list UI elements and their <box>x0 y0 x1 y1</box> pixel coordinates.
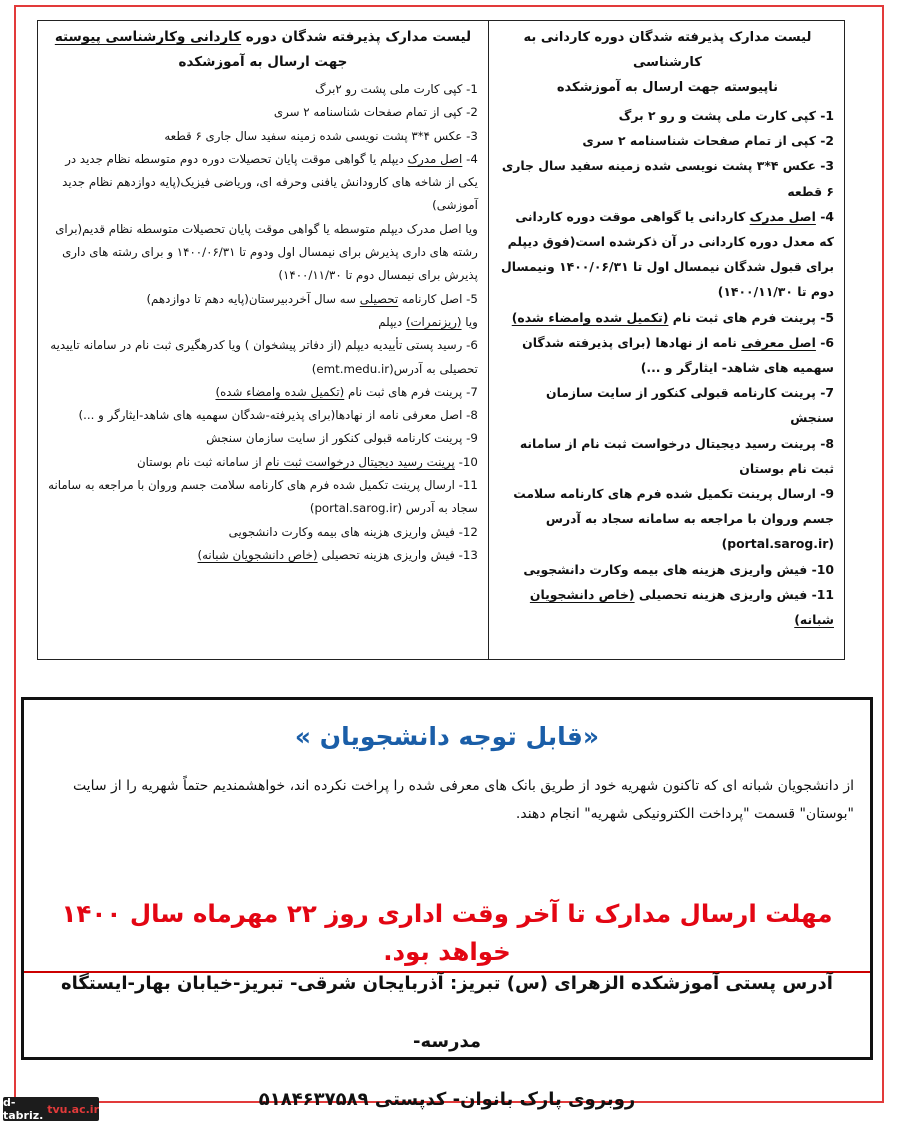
right-column-title: لیست مدارک پذیرفته شدگان دوره کاردانی به کارشناسی ناپیوسته جهت ارسال به آموزشکده <box>523 30 812 95</box>
document-item: 2- کپی از تمام صفحات شناسنامه ۲ سری <box>273 105 478 120</box>
document-item: 11- فیش واریزی هزینه تحصیلی (خاص دانشجویان شبانه) <box>529 586 834 628</box>
document-item: ویا اصل مدرک دیپلم متوسطه یا گواهی موقت پایان تحصیلات متوسطه نظام قدیم(برای رشته های داری پذیرش برای نیمسال اول ودوم تا ۱۴۰۰/۰۶/۳۱ و برای رشته های داری پذیرش برای نیمسال دوم تا ۱۴۰۰/۱۱/۳۰) <box>55 221 478 283</box>
documents-table <box>37 20 845 660</box>
document-item: 8- اصل معرفی نامه از نهادها(برای پذیرفته-شدگان سهمیه های شاهد-ایثارگر و ...) <box>78 408 478 423</box>
document-item: 3- عکس ۴*۳ پشت نویسی شده زمینه سفید سال جاری ۶ قطعه <box>164 128 478 143</box>
document-item: 10- فیش واریزی هزینه های بیمه وکارت دانشجویی <box>523 561 834 577</box>
document-item: 9- پرینت کارنامه قبولی کنکور از سایت سازمان سنجش <box>206 431 478 446</box>
document-item: 10- پرینت رسید دیجیتال درخواست ثبت نام از سامانه ثبت نام بوستان <box>136 454 478 469</box>
document-item: 3- عکس ۴*۳ پشت نویسی شده زمینه سفید سال جاری ۶ قطعه <box>501 158 834 199</box>
associate-continuous-column <box>38 21 489 659</box>
document-item: 13- فیش واریزی هزینه تحصیلی (خاص دانشجویان شبانه) <box>197 547 478 562</box>
site-watermark: d-tabriz. tvu.ac.ir <box>3 1096 99 1122</box>
associate-to-bachelor-column <box>489 21 844 659</box>
notice-title: «قابل توجه دانشجویان » <box>294 722 600 751</box>
right-items-list <box>501 103 834 632</box>
document-item: 4- اصل مدرک دیپلم یا گواهی موقت پایان تحصیلات دوره دوم متوسطه نظام جدید در یکی از شاخه های کارودانش یافنی وحرفه ای، وریاضی فیزیک(پایه دوازدهم نظام جدید آموزشی) <box>62 151 478 213</box>
document-item: 1- کپی کارت ملی پشت و رو ۲ برگ <box>618 108 834 123</box>
document-item: 6- اصل معرفی نامه از نهادها (برای پذیرفته شدگان سهمیه های شاهد- ایثارگر و ...) <box>522 334 834 376</box>
left-items-list <box>48 78 478 567</box>
deadline-text: مهلت ارسال مدارک تا آخر وقت اداری روز ۲۲ مهرماه سال ۱۴۰۰ خواهد بود. <box>24 895 870 973</box>
postal-address: آدرس پستی آموزشکده الزهرای (س) تبریز: آذربایجان شرقی- تبریز-خیابان بهار-ایستگاه مدرسه- روبروی پارک بانوان- کدپستی ۵۱۸۴۶۳۷۵۸۹ <box>61 973 833 1110</box>
document-item: 9- ارسال پرینت تکمیل شده فرم های کارنامه سلامت جسم وروان با مراجعه به سامانه سجاد به آدرس (portal.sarog.ir) <box>513 486 834 552</box>
left-column-title: لیست مدارک پذیرفته شدگان دوره کاردانی وکارشناسی پیوسته جهت ارسال به آموزشکده <box>54 29 472 70</box>
document-item: 8- پرینت رسید دیجیتال درخواست ثبت نام از سامانه ثبت نام بوستان <box>519 435 834 476</box>
document-item: 2- کپی از تمام صفحات شناسنامه ۲ سری <box>582 133 834 149</box>
document-item: 7- پرینت فرم های ثبت نام (تکمیل شده وامضاء شده) <box>215 384 478 399</box>
document-item: 4- اصل مدرک کاردانی یا گواهی موقت دوره کاردانی که معدل دوره کاردانی در آن ذکرشده است(فوق دیپلم برای قبول شدگان نیمسال اول تا ۱۴۰۰/۰۶/۳۱ ونیمسال دوم تا ۱۴۰۰/۱۱/۳۰) <box>501 208 834 300</box>
notice-body: از دانشجویان شبانه ای که تاکنون شهریه خود از طریق بانک های معرفی شده را پراخت نکرده اند، خواهشمندیم حتماً شهریه را از سایت "بوستان" قسمت "پرداخت الکترونیکی شهریه" انجام دهند. <box>72 778 854 822</box>
document-item: 12- فیش واریزی هزینه های بیمه وکارت دانشجویی <box>228 524 478 539</box>
document-item: 1- کپی کارت ملی پشت رو ۲برگ <box>315 82 478 96</box>
document-item: 11- ارسال پرینت تکمیل شده فرم های کارنامه سلامت جسم وروان با مراجعه به سامانه سجاد به آدرس (portal.sarog.ir) <box>48 478 478 516</box>
document-item: 6- رسید پستی تأییدیه دیپلم (از دفاتر پیشخوان ) ویا کدرهگیری ثبت نام در سامانه تاییدیه تحصیلی به آدرس(emt.medu.ir) <box>50 338 478 376</box>
document-item: 7- پرینت کارنامه قبولی کنکور از سایت سازمان سنجش <box>546 385 834 426</box>
document-item: ویا (ریزنمرات) دیپلم <box>378 314 478 329</box>
document-item: 5- اصل کارنامه تحصیلی سه سال آخردبیرستان(پایه دهم تا دوازدهم) <box>146 291 478 306</box>
document-item: 5- پرینت فرم های ثبت نام (تکمیل شده وامضاء شده) <box>511 309 834 325</box>
student-notice-box <box>21 697 873 1110</box>
